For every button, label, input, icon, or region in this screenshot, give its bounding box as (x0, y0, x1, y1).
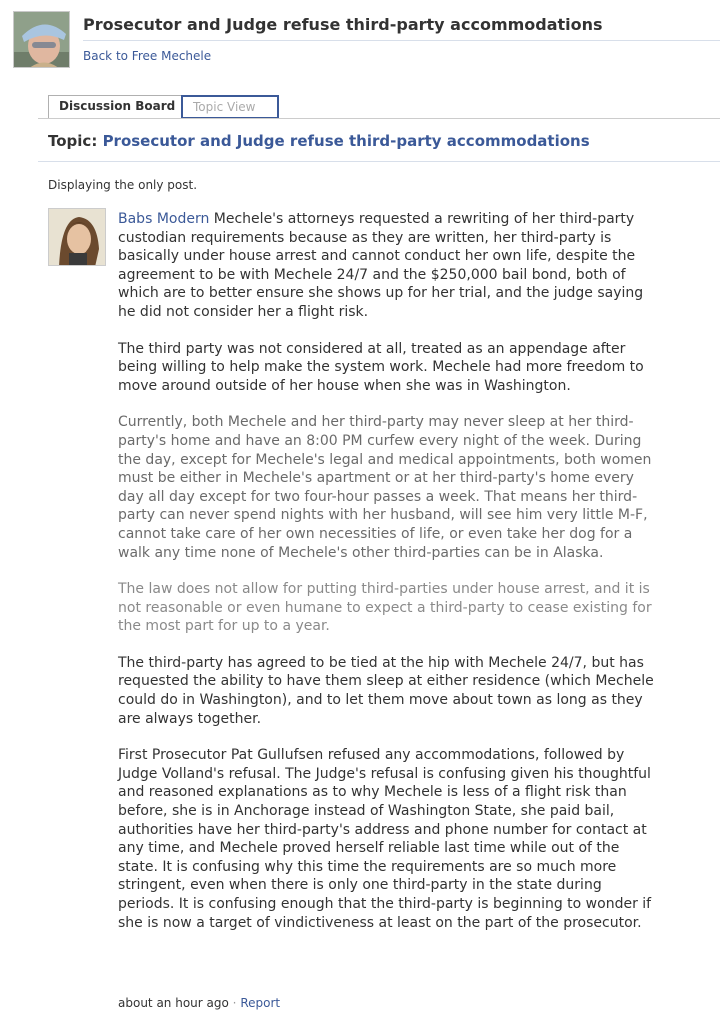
meta-separator: · (232, 996, 237, 1010)
author-photo-icon (49, 209, 106, 266)
tabs-divider (38, 118, 720, 119)
post-paragraph-5: The third-party has agreed to be tied at the hip with Mechele 24/7, but has requested the ability to have them sleep at either residence (which Mechele could do in Washington), and to let them move about town as long as they are always together. (118, 654, 654, 727)
author-name-link[interactable]: Babs Modern (118, 211, 210, 227)
post-paragraph-3: Currently, both Mechele and her third-party may never sleep at her third-party's home and have an 8:00 PM curfew every night of the week. During the day, except for Mechele's legal and medical appointments, both women must be either in Mechele's apartment or at her third-party's home every day all day except for two four-hour passes a week. That means her third-party can never spend nights with her husband, will see him very little M-F, cannot take care of her own necessities of life, or even take her dog for a walk any time none of Mechele's other third-parties can be in Alaska. (118, 414, 652, 561)
group-avatar[interactable] (13, 11, 70, 68)
post-count-status: Displaying the only post. (48, 178, 198, 192)
post-paragraph-6: First Prosecutor Pat Gullufsen refused any accommodations, followed by Judge Volland's refusal. The Judge's refusal is confusing given his thoughtful and reasoned explanations as to why Mechele is less of a flight risk than before, she is in Anchorage instead of Washington State, she paid bail, authorities have her third-party's address and phone number for contact at any time, and Mechele proved herself reliable last time while out of the state. It is confusing why this time the requirements are so much more stringent, even when there is only one third-party in the state during periods. It is confusing enough that the third-party is beginning to wonder if she is now a target of vindictiveness at least on the part of the prosecutor. (118, 747, 652, 931)
tab-discussion-board[interactable]: Discussion Board (48, 95, 182, 119)
post-paragraph-4: The law does not allow for putting third-parties under house arrest, and it is not reasonable or even humane to expect a third-party to cease existing for the most part for up to a year. (118, 581, 652, 635)
topic-title-link[interactable]: Prosecutor and Judge refuse third-party accommodations (102, 132, 590, 150)
post-paragraph-1-text: Mechele's attorneys requested a rewriting of her third-party custodian requirements because as they are written, her third-party is basically under house arrest and cannot conduct her own life, despite the agreement to be with Mechele 24/7 and the $250,000 bail bond, both of which are to better ensure she shows up for her trial, and the judge saying he did not consider her a flight risk. (118, 211, 644, 320)
group-photo-icon (14, 12, 70, 68)
tab-topic-view[interactable]: Topic View (181, 95, 279, 119)
topic-divider (38, 161, 720, 162)
topic-heading (48, 132, 590, 150)
page-title: Prosecutor and Judge refuse third-party accommodations (83, 15, 603, 34)
post-body (118, 210, 658, 950)
post-paragraph-2: The third party was not considered at all, treated as an appendage after being willing to help make the system work. Mechele had more freedom to move around outside of her house when she was in Washington. (118, 340, 644, 394)
post-paragraph-1 (118, 210, 658, 322)
author-avatar[interactable] (48, 208, 106, 266)
report-link[interactable]: Report (240, 996, 281, 1010)
post-meta (118, 996, 280, 1010)
post-timestamp: about an hour ago (118, 996, 229, 1010)
topic-prefix: Topic: (48, 132, 98, 150)
tab-bar (48, 95, 279, 119)
title-divider (83, 40, 720, 41)
back-to-group-link[interactable]: Back to Free Mechele (83, 49, 212, 63)
